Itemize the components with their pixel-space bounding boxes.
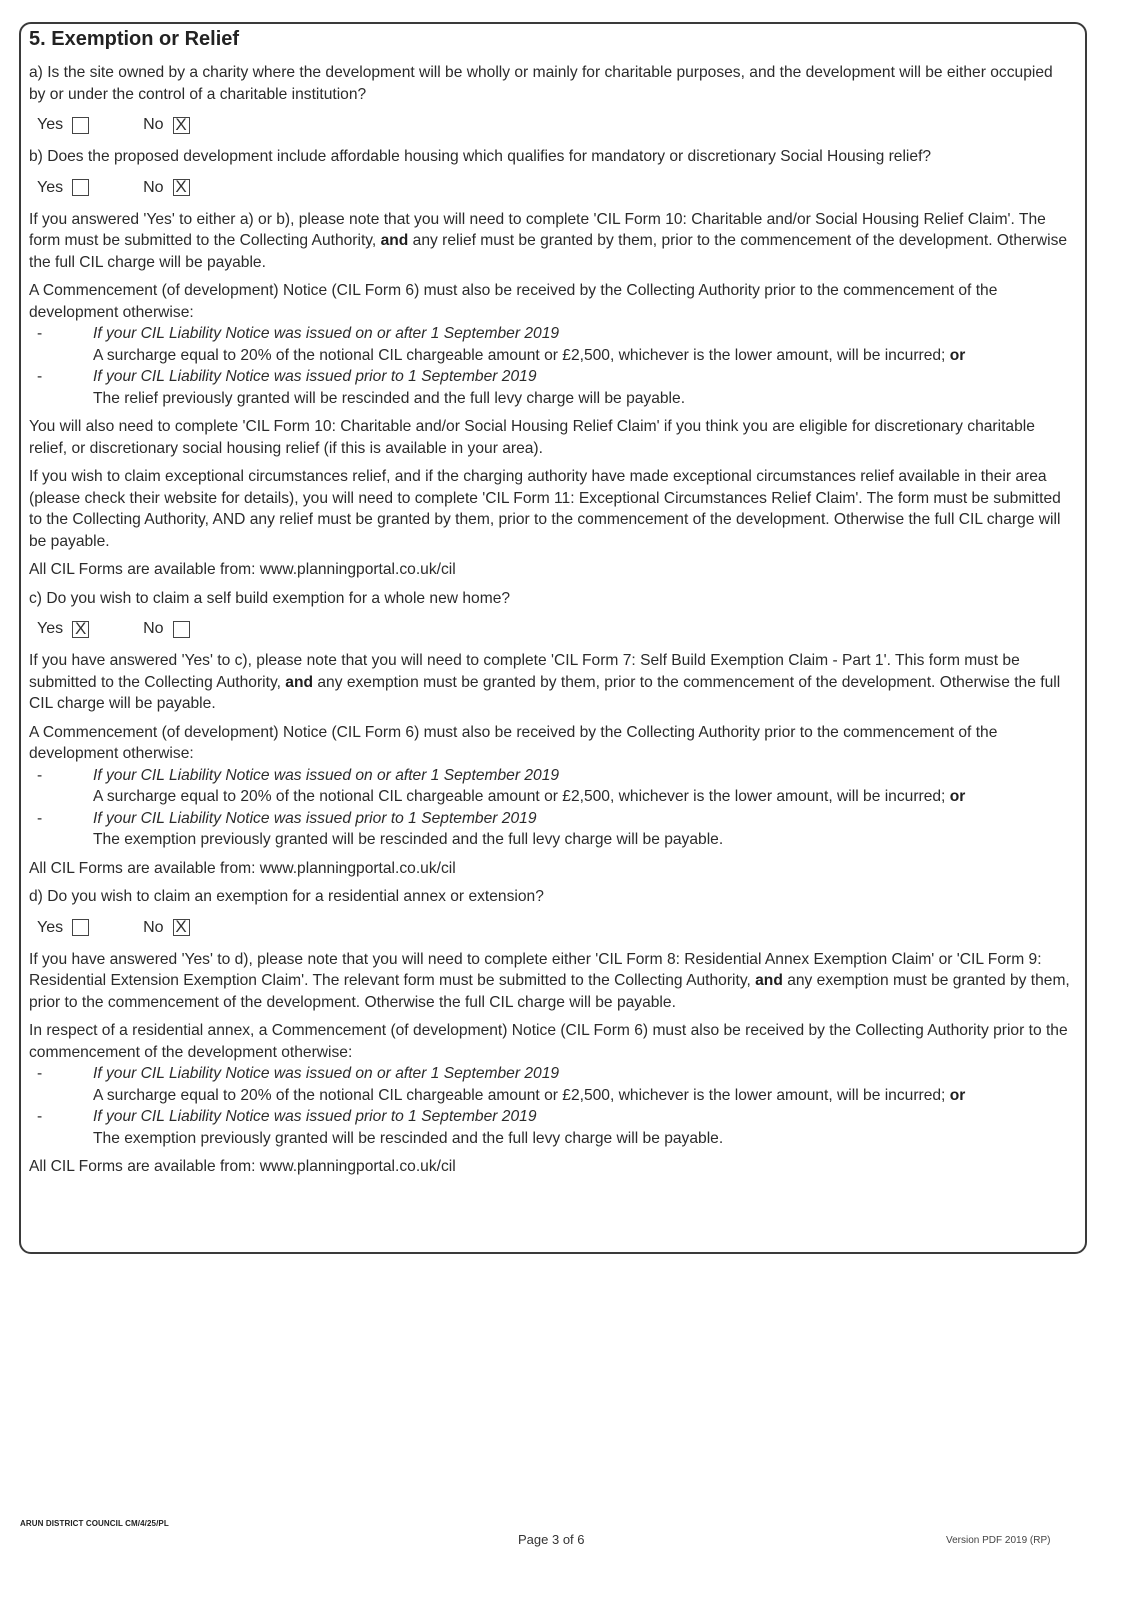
note-c: If you have answered 'Yes' to c), please note that you will need to complete 'CIL Form 7: Self Build Exemption Claim - Part 1'. This form must be submitted to the Collecting Authority, and any exemption must be granted by them, prior to the commencement of the development. Otherwise the full CIL charge will be payable. [29, 652, 1061, 712]
answer-c-no[interactable] [143, 620, 189, 638]
yes-label: Yes [37, 620, 64, 637]
checkbox-c-no[interactable] [173, 621, 190, 638]
condition-after-1: - If your CIL Liability Notice was issued on or after 1 September 2019 [37, 325, 560, 342]
checkbox-a-no[interactable]: X [173, 117, 190, 134]
note-d: If you have answered 'Yes' to d), please note that you will need to complete either 'CIL Form 8: Residential Annex Exemption Claim' or 'CIL Form 9: Residential Extension Exemption Claim'. The relevant form must be submitted to the Collecting Authority, and any exemption must be granted by them, prior to the commencement of the development. Otherwise the full CIL charge will be payable. [29, 950, 1070, 1011]
exemption-relief-section [19, 22, 1087, 1254]
checkbox-c-yes[interactable]: X [72, 621, 89, 638]
answer-b-yes[interactable] [37, 179, 89, 197]
forms-available-1: All CIL Forms are available from: www.planningportal.co.uk/cil [29, 561, 456, 578]
question-b: b) Does the proposed development include affordable housing which qualifies for mandatory or discretionary Social Housing relief? [29, 148, 932, 165]
no-label: No [143, 178, 164, 196]
note-ab: If you answered 'Yes' to either a) or b), please note that you will need to complete 'CIL Form 10: Charitable and/or Social Housing Relief Claim'. The form must be submitted to the Collecting Authority, and any relief must be granted by them, prior to the commencement of the development. Otherwise the full CIL charge will be payable. [29, 210, 1068, 271]
no-label: No [143, 918, 164, 936]
yes-label: Yes [37, 116, 64, 133]
commencement-intro-2: A Commencement (of development) Notice (CIL Form 6) must also be received by the Collecting Authority prior to the commencement of the development otherwise: [29, 723, 998, 762]
question-c: c) Do you wish to claim a self build exemption for a whole new home? [29, 589, 511, 607]
no-label: No [143, 620, 164, 637]
relief-rescinded: The relief previously granted will be rescinded and the full levy charge will be payable. [93, 389, 686, 407]
surcharge-1: A surcharge equal to 20% of the notional CIL chargeable amount or £2,500, whichever is the lower amount, will be incurred; or [93, 346, 966, 364]
answer-b-no[interactable] [143, 179, 189, 197]
answer-c-yes[interactable] [37, 620, 89, 638]
exemption-rescinded-1: The exemption previously granted will be rescinded and the full levy charge will be payable. [93, 831, 724, 848]
exceptional-note: If you wish to claim exceptional circumstances relief, and if the charging authority have made exceptional circumstances relief available in their area (please check their website for details), you will need to complete 'CIL Form 11: Exceptional Circumstances Relief Claim'. The form must be submitted to the Collecting Authority, AND any relief must be granted by them, prior to the commencement of the development. Otherwise the full CIL charge will be payable. [29, 468, 1061, 550]
checkbox-a-yes[interactable] [72, 117, 89, 134]
footer-reference: ARUN DISTRICT COUNCIL CM/4/25/PL [20, 1519, 169, 1528]
no-label: No [143, 116, 164, 133]
forms-available-2: All CIL Forms are available from: www.planningportal.co.uk/cil [29, 859, 456, 877]
checkbox-b-yes[interactable] [72, 179, 89, 196]
answer-b [29, 175, 1073, 201]
question-a: a) Is the site owned by a charity where the development will be wholly or mainly for charitable purposes, and the development will be either occupied by or under the control of a charitable institution? [29, 64, 1053, 103]
exemption-rescinded-2: The exemption previously granted will be rescinded and the full levy charge will be payable. [93, 1129, 724, 1147]
surcharge-3: A surcharge equal to 20% of the notional CIL chargeable amount or £2,500, whichever is the lower amount, will be incurred; or [93, 1086, 966, 1104]
yes-label: Yes [37, 918, 64, 936]
yes-label: Yes [37, 178, 64, 196]
answer-d-no[interactable] [143, 919, 189, 937]
surcharge-2: A surcharge equal to 20% of the notional CIL chargeable amount or £2,500, whichever is the lower amount, will be incurred; or [93, 788, 966, 805]
discretionary-note: You will also need to complete 'CIL Form 10: Charitable and/or Social Housing Relief Claim' if you think you are eligible for discretionary charitable relief, or discretionary social housing relief (if this is available in your area). [29, 418, 1035, 457]
answer-d-yes[interactable] [37, 919, 89, 937]
section-title: 5. Exemption or Relief [29, 28, 240, 50]
commencement-intro-annex: In respect of a residential annex, a Commencement (of development) Notice (CIL Form 6) must also be received by the Collecting Authority prior to the commencement of the development otherwise: [29, 1022, 1068, 1061]
answer-d [29, 915, 1073, 941]
condition-after-3: - If your CIL Liability Notice was issued on or after 1 September 2019 [37, 1065, 560, 1082]
condition-after-2: - If your CIL Liability Notice was issued on or after 1 September 2019 [37, 766, 560, 784]
answer-a-yes[interactable] [37, 116, 89, 134]
condition-prior-1: - If your CIL Liability Notice was issued prior to 1 September 2019 [37, 368, 537, 385]
condition-prior-2: - If your CIL Liability Notice was issued prior to 1 September 2019 [37, 809, 537, 827]
answer-c [29, 616, 1073, 642]
question-d: d) Do you wish to claim an exemption for a residential annex or extension? [29, 888, 544, 905]
forms-available-3: All CIL Forms are available from: www.planningportal.co.uk/cil [29, 1158, 456, 1175]
answer-a [29, 112, 1073, 138]
checkbox-b-no[interactable]: X [173, 179, 190, 196]
condition-prior-3: - If your CIL Liability Notice was issued prior to 1 September 2019 [37, 1108, 537, 1125]
answer-a-no[interactable] [143, 116, 189, 134]
checkbox-d-yes[interactable] [72, 919, 89, 936]
page-number: Page 3 of 6 [518, 1532, 585, 1547]
checkbox-d-no[interactable]: X [173, 919, 190, 936]
commencement-intro-1: A Commencement (of development) Notice (CIL Form 6) must also be received by the Collecting Authority prior to the commencement of the development otherwise: [29, 282, 998, 321]
version-label: Version PDF 2019 (RP) [946, 1535, 1051, 1546]
